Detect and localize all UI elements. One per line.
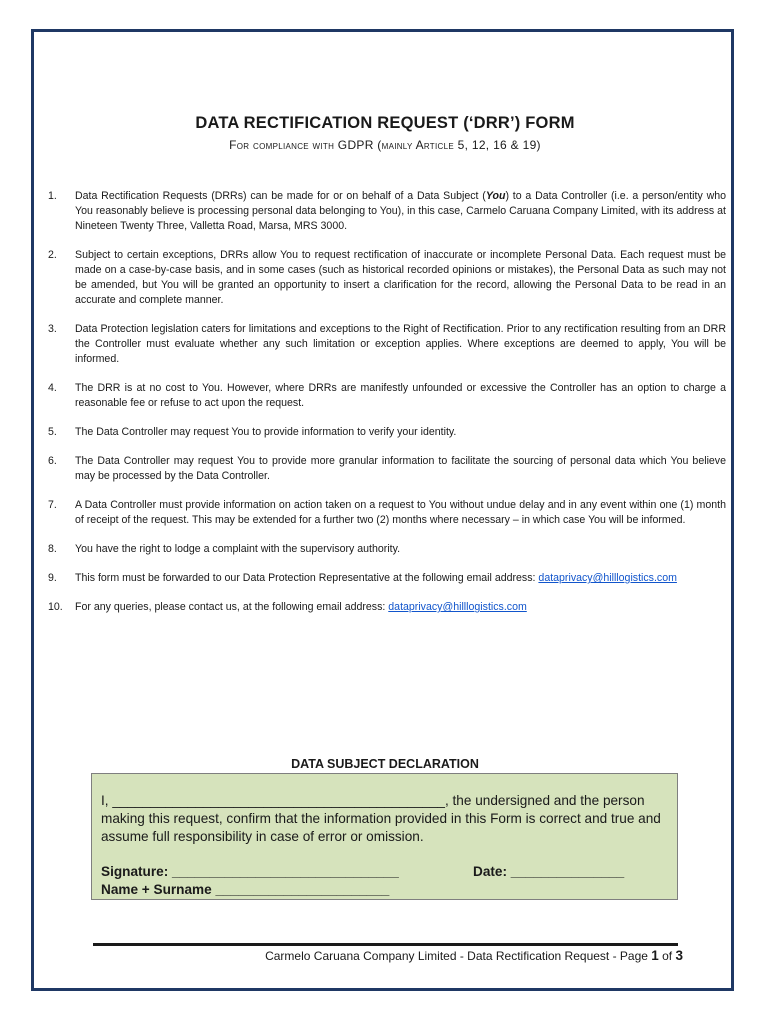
declaration-box — [91, 773, 678, 900]
list-item: 10. For any queries, please contact us, at the following email address: dataprivacy@hilllogistics.com — [48, 601, 527, 613]
email-link[interactable]: dataprivacy@hilllogistics.com — [388, 601, 527, 613]
item-number: 9. — [48, 572, 57, 584]
list-item: 8. You have the right to lodge a complaint with the supervisory authority. — [48, 543, 401, 555]
list-item: 1. Data Rectification Requests (DRRs) can be made for or on behalf of a Data Subject (You) to a Data Controller (i.e. a person/entity who You reasonably believe is processing personal data belonging to You), in this case, Carmelo Caruana Company Limited, with its address at Nineteen Twenty Three, Valletta Road, Marsa, MRS 3000. — [48, 190, 727, 232]
form-subtitle: For compliance with GDPR (mainly Article 5, 12, 16 & 19) — [229, 138, 541, 152]
item-number: 5. — [48, 426, 57, 438]
list-item: 5. The Data Controller may request You to provide information to verify your identity. — [48, 426, 457, 438]
list-item: 7. A Data Controller must provide information on action taken on a request to You without undue delay and in any event within one (1) month of receipt of the request. This may be extended for a further two (2) months where necessary – in which case You will be informed. — [48, 499, 726, 526]
signature-field[interactable]: Signature: ______________________________ — [101, 864, 399, 879]
email-link[interactable]: dataprivacy@hilllogistics.com — [538, 572, 677, 584]
item-number: 7. — [48, 499, 57, 511]
item-number: 6. — [48, 455, 57, 467]
page-number: 1 — [651, 948, 659, 963]
list-item: 9. This form must be forwarded to our Data Protection Representative at the following email address: dataprivacy@hilllogistics.com — [48, 572, 677, 584]
list-item: 4. The DRR is at no cost to You. However, where DRRs are manifestly unfounded or excessive the Controller has an option to charge a reasonable fee or refuse to act upon the request. — [48, 382, 726, 409]
item-number: 2. — [48, 249, 57, 261]
item-number: 1. — [48, 190, 57, 202]
form-title: DATA RECTIFICATION REQUEST (‘DRR’) FORM — [195, 114, 575, 132]
list-item: 2. Subject to certain exceptions, DRRs allow You to request rectification of inaccurate or incomplete Personal Data. Each request must be made on a case-by-case basis, and in some cases (such as historical recorded opinions or mistakes), the Personal Data as such may not be amended, but You will be granted an opportunity to insert a clarification for the record, allowing the Personal Data to be read in an accurate and complete manner. — [48, 249, 726, 306]
page-footer: Carmelo Caruana Company Limited - Data Rectification Request - Page 1 of 3 — [265, 948, 683, 963]
signature-row — [101, 863, 669, 881]
declaration-title: DATA SUBJECT DECLARATION — [291, 757, 479, 771]
instructions-list — [48, 189, 726, 615]
name-surname-field[interactable]: Name + Surname _______________________ — [101, 882, 390, 897]
item-number: 3. — [48, 323, 57, 335]
list-item: 6. The Data Controller may request You to provide more granular information to facilitate the sourcing of personal data which You believe may be processed by the Data Controller. — [48, 455, 726, 482]
footer-divider — [93, 943, 678, 946]
item-number: 10. — [48, 601, 63, 613]
item-number: 8. — [48, 543, 57, 555]
page-total: 3 — [675, 948, 683, 963]
item-number: 4. — [48, 382, 57, 394]
list-item: 3. Data Protection legislation caters for limitations and exceptions to the Right of Rectification. Prior to any rectification resulting from an DRR the Controller must evaluate whether any such limitation or exception applies. Where exceptions are deemed to apply, You will be informed. — [48, 323, 726, 365]
declaration-text[interactable]: I, ____________________________________________, the undersigned and the person making this request, confirm that the information provided in this Form is correct and true and assume full responsibility in case of error or omission. — [101, 793, 661, 844]
date-field[interactable]: Date: _______________ — [473, 864, 625, 879]
